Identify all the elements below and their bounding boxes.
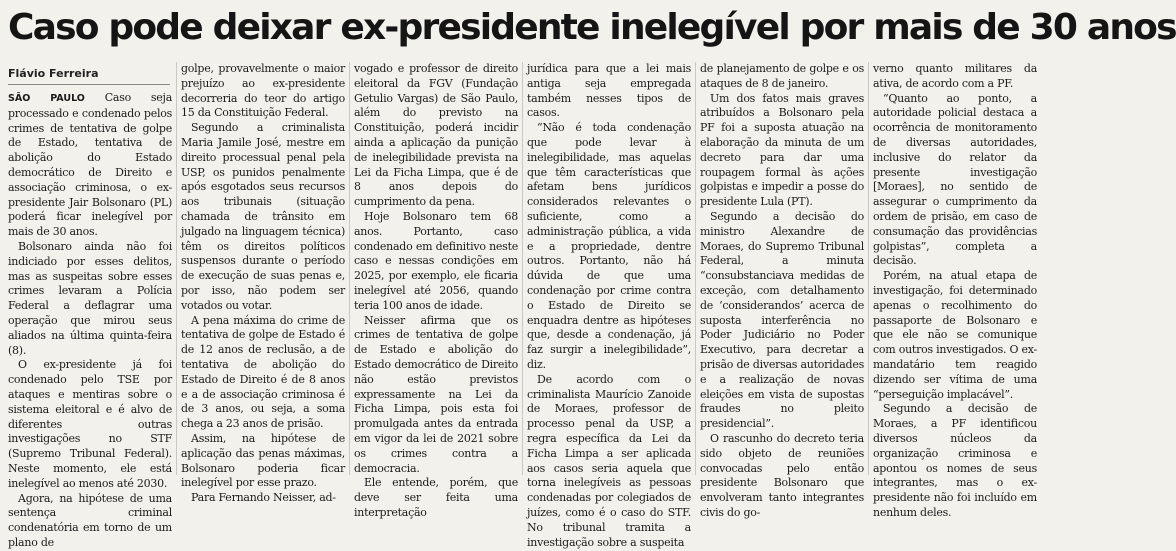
paragraph-text: vogado e professor de direito eleitoral da FGV (Fundação Getulio Vargas) de São Paulo, além do previsto na Constituição, poderá incidir ainda a aplicação da punição de inelegibilidade prevista na Lei da Ficha Limpa, que é de 8 anos depois do cumprimento da pena. bbox=[354, 62, 518, 209]
column-divider bbox=[868, 62, 869, 475]
paragraph-text: Para Fernando Neisser, ad- bbox=[191, 491, 336, 505]
paragraph-text: Ele entende, porém, que deve ser feita uma interpretação bbox=[354, 476, 518, 519]
column-divider bbox=[176, 62, 177, 475]
paragraph-text: Segundo a criminalista Maria Jamile José, mestre em direito processual penal pela USP, os punidos penalmente após esgotados seus recursos aos tribunais (situação chamada de trânsito em julgado na linguagem técnica) têm os direitos políticos suspensos durante o período de execução de suas penas e, por isso, não podem ser votados ou votar. bbox=[181, 121, 345, 312]
article-column-2 bbox=[181, 62, 345, 505]
paragraph-text: O rascunho do decreto teria sido objeto de reuniões convocadas pelo então presidente Bolsonaro que envolveram tanto integrantes civis do go- bbox=[700, 431, 864, 519]
article-column-4 bbox=[527, 62, 691, 549]
column-divider bbox=[695, 62, 696, 475]
paragraph-text: “Não é toda condenação que pode levar à inelegibilidade, mas aquelas que têm características que afetam bens jurídicos considerados relevantes o suficiente, como a administração pública, a vida e a propriedade, dentre outros. Portanto, não há dúvida de que uma condenação por crime contra o Estado de Direito se enquadra dentre as hipóteses que, desde a condenação, já faz surgir a inelegibilidade”, diz. bbox=[527, 121, 691, 371]
article-column-6 bbox=[873, 62, 1037, 519]
paragraph-text: Neisser afirma que os crimes de tentativa de golpe de Estado e abolição do Estado democrático de Direito não estão previstos expressamente na Lei da Ficha Limpa, pois esta foi promulgada antes da entrada em vigor da lei de 2021 sobre os crimes contra a democracia. bbox=[354, 313, 518, 475]
paragraph-text: Porém, na atual etapa de investigação, foi determinado apenas o recolhimento do passaporte de Bolsonaro e que ele não se comunique com outros investigados. O ex-mandatário tem reagido dizendo ser vítima de uma “perseguição implacável”. bbox=[873, 269, 1037, 401]
paragraph-text: Agora, na hipótese de uma sentença criminal condenatória em torno de um plano de bbox=[8, 491, 172, 549]
article-paragraph bbox=[181, 314, 345, 432]
article-paragraph bbox=[354, 62, 518, 210]
paragraph-text: “Quanto ao ponto, a autoridade policial destaca a ocorrência de monitoramento de diversas autoridades, inclusive do relator da presente investigação [Moraes], no sentido de assegurar o cumprimento da ordem de prisão, em caso de consumação das providências golpistas”, completa a decisão. bbox=[873, 91, 1037, 268]
article-paragraph bbox=[873, 402, 1037, 520]
article-paragraph bbox=[527, 121, 691, 373]
byline: Flávio Ferreira bbox=[8, 67, 99, 80]
article-paragraph bbox=[700, 432, 864, 521]
article-paragraph bbox=[8, 91, 172, 240]
article-paragraph bbox=[181, 62, 345, 121]
paragraph-text: Bolsonaro ainda não foi indiciado por esses delitos, mas as suspeitas sobre esses crimes levaram a Polícia Federal a deflagrar uma operação que mirou seus aliados na última quinta-feira (8). bbox=[8, 239, 172, 357]
paragraph-text: jurídica para que a lei mais antiga seja empregada também nesses tipos de casos. bbox=[527, 62, 691, 120]
article-paragraph bbox=[354, 314, 518, 477]
article-paragraph bbox=[8, 492, 172, 551]
article-column-3 bbox=[354, 62, 518, 519]
article-column-1 bbox=[8, 91, 173, 549]
article-paragraph bbox=[8, 358, 172, 491]
article-paragraph bbox=[8, 240, 172, 358]
dateline-city: SÃO PAULO bbox=[8, 93, 85, 104]
paragraph-text: Segundo a decisão do ministro Alexandre de Moraes, do Supremo Tribunal Federal, a minuta “consubstanciava medidas de exceção, com detalhamento de ‘considerandos’ acerca de suposta interferência no Poder Judiciário no Poder Executivo, para decretar a prisão de diversas autoridades e a realização de novas eleições em vista de supostas fraudes no pleito presidencial”. bbox=[700, 209, 864, 431]
article-paragraph bbox=[181, 491, 345, 506]
article-paragraph bbox=[700, 210, 864, 432]
article-paragraph bbox=[354, 476, 518, 520]
paragraph-text: Caso seja processado e condenado pelos crimes de tentativa de golpe de Estado, tentativa de abolição do Estado democrático de Direito e associação criminosa, o ex-presidente Jair Bolsonaro (PL) poderá ficar inelegível por mais de 30 anos. bbox=[8, 91, 173, 239]
paragraph-text: Segundo a decisão de Moraes, a PF identificou diversos núcleos da organização criminosa e apontou os nomes de seus integrantes, mas o ex-presidente não foi incluído em nenhum deles. bbox=[873, 402, 1037, 519]
article-paragraph bbox=[354, 210, 518, 314]
article-paragraph bbox=[700, 92, 864, 210]
article-paragraph bbox=[873, 269, 1037, 402]
paragraph-text: Um dos fatos mais graves atribuídos a Bolsonaro pela PF foi a suposta atuação na elaboração da minuta de um decreto para dar uma roupagem formal às ações golpistas e impedir a posse do presidente Lula (PT). bbox=[700, 91, 864, 209]
column-divider bbox=[349, 62, 350, 475]
article-paragraph bbox=[181, 121, 345, 313]
paragraph-text: Assim, na hipótese de aplicação das penas máximas, Bolsonaro poderia ficar inelegível por esse prazo. bbox=[181, 431, 345, 490]
paragraph-text: A pena máxima do crime de tentativa de golpe de Estado é de 12 anos de reclusão, a de tentativa de abolição do Estado de Direito é de 8 anos e a de associação criminosa é de 3 anos, ou seja, a soma chega a 23 anos de prisão. bbox=[181, 313, 345, 431]
article-paragraph bbox=[700, 62, 864, 92]
article-paragraph bbox=[527, 62, 691, 121]
paragraph-text: De acordo com o criminalista Maurício Zanoide de Moraes, professor de processo penal da USP, a regra específica da Lei da Ficha Limpa a ser aplicada aos casos seria aquela que torna inelegíveis as pessoas condenadas por colegiados de juízes, como é o caso do STF. No tribunal tramita a investigação sobre a suspeita bbox=[527, 372, 691, 549]
article-paragraph bbox=[873, 92, 1037, 270]
headline: Caso pode deixar ex-presidente inelegível por mais de 30 anos bbox=[8, 7, 1176, 48]
paragraph-text: de planejamento de golpe e os ataques de 8 de janeiro. bbox=[700, 62, 864, 90]
paragraph-text: O ex-presidente já foi condenado pelo TSE por ataques e mentiras sobre o sistema eleitoral e é alvo de diferentes outras investigações no STF (Supremo Tribunal Federal). Neste momento, ele está inelegível ao menos até 2030. bbox=[8, 358, 172, 490]
column-divider bbox=[522, 62, 523, 475]
article-paragraph bbox=[873, 62, 1037, 92]
paragraph-text: golpe, provavelmente o maior prejuízo ao ex-presidente decorreria do teor do artigo 15 da Constituição Federal. bbox=[181, 62, 345, 120]
byline-divider bbox=[8, 84, 170, 85]
article-paragraph bbox=[527, 373, 691, 551]
paragraph-text: Hoje Bolsonaro tem 68 anos. Portanto, caso condenado em definitivo neste caso e nessas condições em 2025, por exemplo, ele ficaria inelegível até 2056, quando teria 100 anos de idade. bbox=[354, 209, 518, 312]
paragraph-text: verno quanto militares da ativa, de acordo com a PF. bbox=[873, 62, 1037, 90]
article-column-5 bbox=[700, 62, 864, 519]
article-paragraph bbox=[181, 432, 345, 491]
